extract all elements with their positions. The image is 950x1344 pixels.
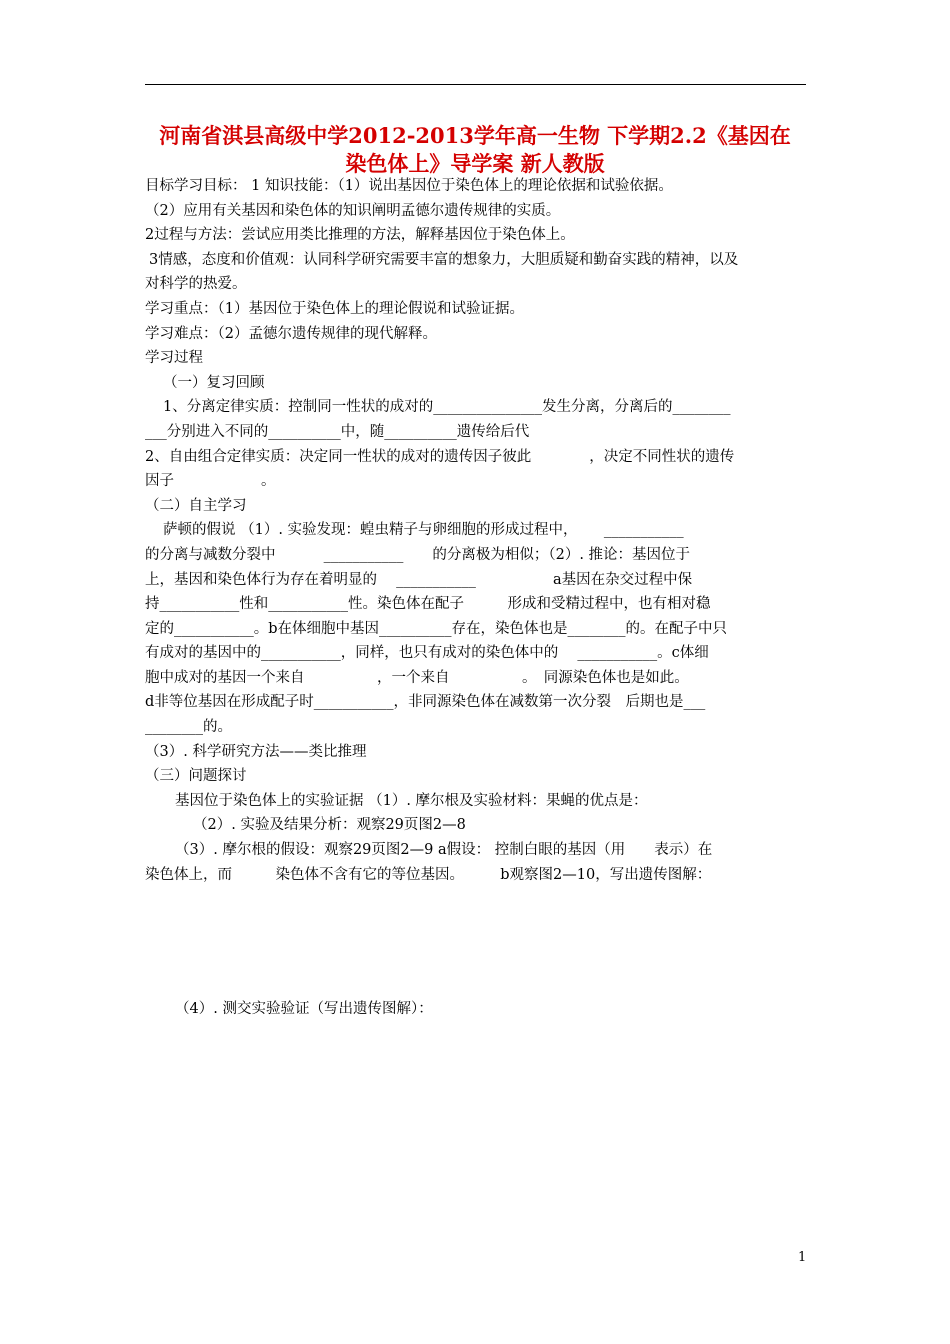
exercise-line: 的分离与减数分裂中 ___________ 的分离极为相似；（2）. 推论：基因位于 [145, 546, 691, 563]
method-line: （3）. 科学研究方法——类比推理 [145, 743, 367, 760]
header-rule [145, 84, 806, 85]
difficulty-line: 学习难点：（2）孟德尔遗传规律的现代解释。 [145, 325, 437, 342]
exercise-line: ________的。 [145, 719, 232, 736]
objective-line: 目标学习目标： 1 知识技能：（1）说出基因位于染色体上的理论依据和试验依据。 [145, 178, 673, 194]
section-heading: 学习过程 [145, 350, 203, 367]
exercise-line: 持___________性和___________性。染色体在配子 形成和受精过程中，也有相对稳 [145, 596, 711, 613]
objective-line: 对科学的热爱。 [145, 276, 247, 293]
objective-line: 2过程与方法：尝试应用类比推理的方法，解释基因位于染色体上。 [145, 227, 575, 244]
exercise-line: 有成对的基因中的___________，同样，也只有成对的染色体中的 ___________。c体细 [145, 645, 709, 662]
exercise-line: 2、自由组合定律实质：决定同一性状的成对的遗传因子彼此 ，决定不同性状的遗传 [145, 448, 735, 465]
exercise-line: （2）. 实验及结果分析：观察29页图2—8 [193, 817, 466, 834]
exercise-line: 定的___________。b在体细胞中基因__________存在，染色体也是________的。在配子中只 [145, 620, 728, 637]
objective-line: （2）应用有关基因和染色体的知识阐明孟德尔遗传规律的实质。 [145, 202, 561, 219]
exercise-line: 染色体上，而 染色体不含有它的等位基因。 b观察图2—10，写出遗传图解： [145, 866, 712, 883]
exercise-line: 1、分离定律实质：控制同一性状的成对的_______________发生分离，分离后的________ [163, 399, 731, 416]
exercise-line: d非等位基因在形成配子时___________，非同源染色体在减数第一次分裂 后期也是___ [145, 694, 706, 711]
exercise-line: ___分别进入不同的__________中，随__________遗传给后代 [145, 423, 530, 440]
document-body [145, 174, 815, 1022]
page-number: 1 [798, 1250, 807, 1265]
objective-line: 3情感，态度和价值观：认同科学研究需要丰富的想象力，大胆质疑和勤奋实践的精神，以及 [149, 251, 739, 268]
section-heading: （三）问题探讨 [145, 768, 247, 785]
key-point-line: 学习重点：（1）基因位于染色体上的理论假说和试验证据。 [145, 300, 524, 317]
exercise-line: 萨顿的假说 （1）. 实验发现：蝗虫精子与卵细胞的形成过程中， ___________ [163, 522, 684, 539]
exercise-line: 因子 。 [145, 473, 276, 490]
exercise-line: （3）. 摩尔根的假设：观察29页图2—9 a假设： 控制白眼的基因（用 表示）在 [175, 842, 713, 859]
document-title-line-2: 染色体上》导学案 新人教版 [345, 151, 605, 176]
exercise-line: （4）. 测交实验验证（写出遗传图解）： [175, 1001, 433, 1018]
section-heading: （一）复习回顾 [163, 374, 265, 391]
document-title-line-1: 河南省淇县高级中学2012-2013学年高一生物 下学期2.2《基因在 [159, 123, 791, 148]
section-heading: （二）自主学习 [145, 497, 247, 514]
exercise-line: 胞中成对的基因一个来自 ，一个来自 。 同源染色体也是如此。 [145, 669, 689, 686]
exercise-line: 基因位于染色体上的实验证据 （1）. 摩尔根及实验材料：果蝇的优点是： [175, 792, 648, 809]
answer-space [145, 887, 815, 997]
exercise-line: 上，基因和染色体行为存在着明显的 ___________ a基因在杂交过程中保 [145, 571, 693, 588]
